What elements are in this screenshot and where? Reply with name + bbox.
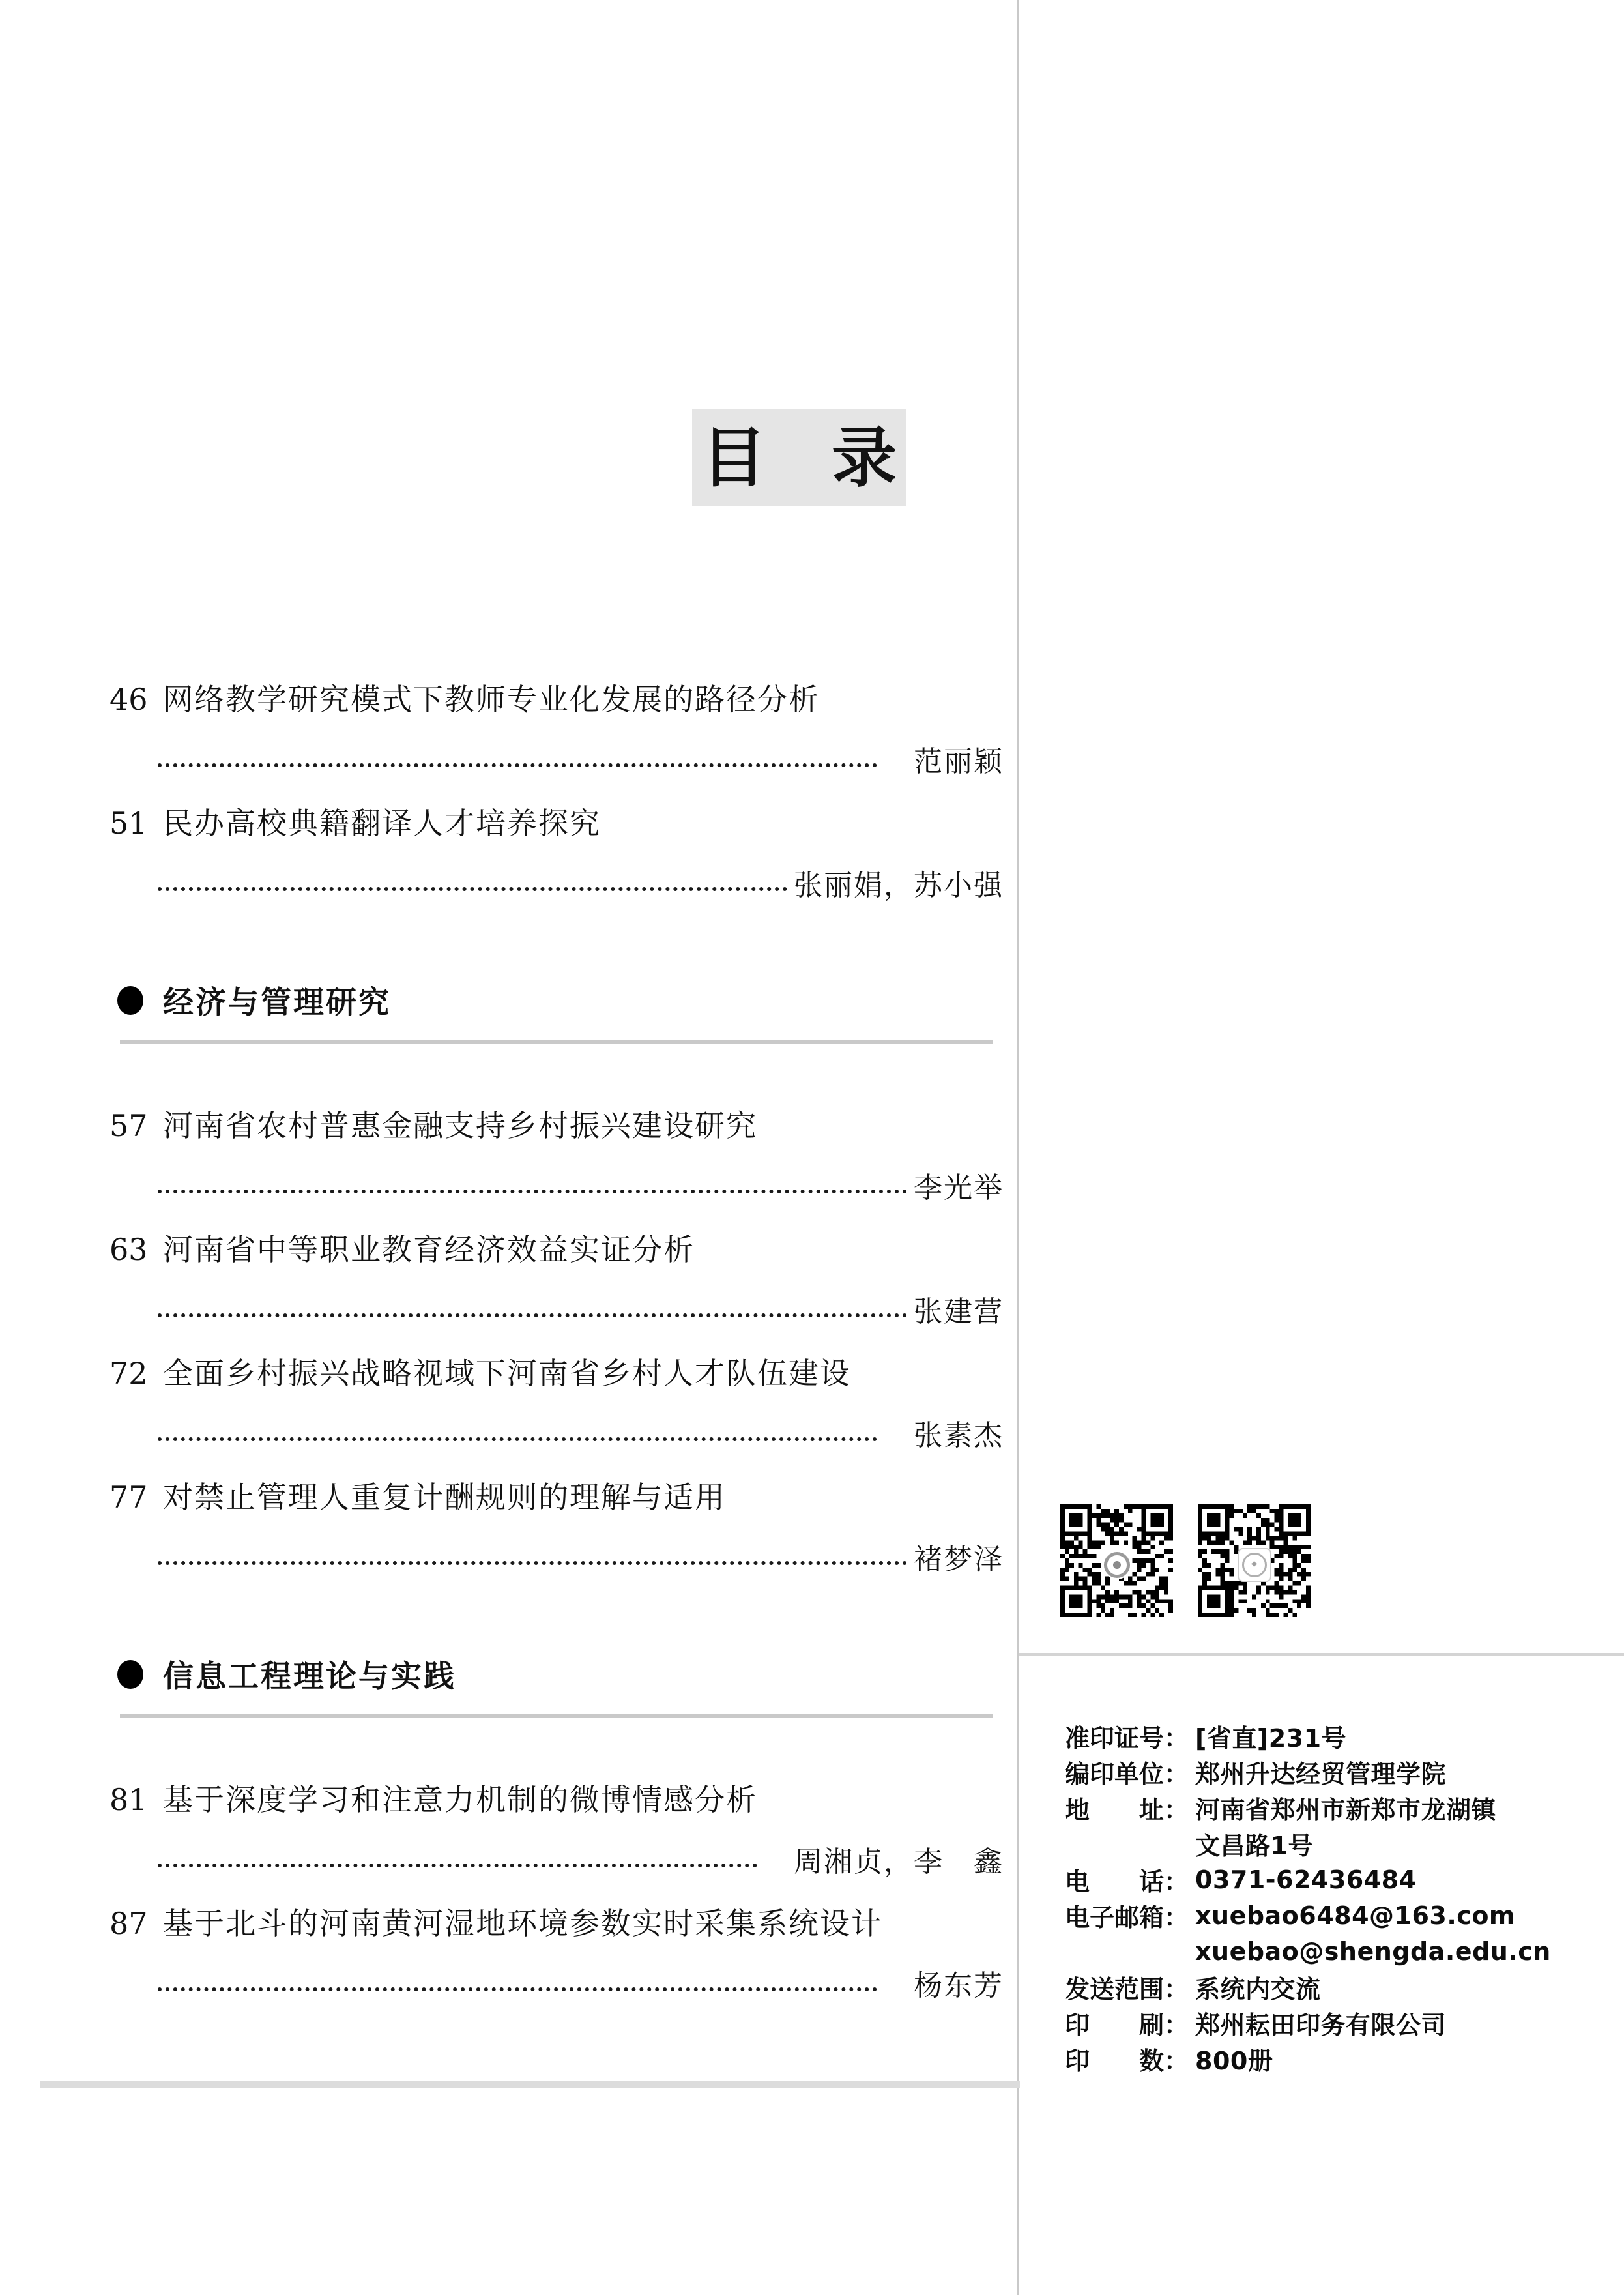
info-label: 准印证号： [1065,1724,1189,1753]
entry-title: 基于深度学习和注意力机制的微博情感分析 [163,1782,757,1818]
entry-page-number: 63 [109,1232,148,1268]
dotted-leader [158,887,787,891]
info-value: 郑州耘田印务有限公司 [1195,2011,1447,2039]
toc-title-box [692,409,906,506]
entry-title: 全面乡村振兴战略视域下河南省乡村人才队伍建设 [163,1356,851,1392]
info-value: xuebao@shengda.edu.cn [1195,1937,1551,1966]
section-title: 信息工程理论与实践 [163,1659,456,1695]
entry-authors: 周湘贞，李 鑫 [764,1845,1004,1879]
school-emblem-icon: ✦ [1238,1548,1271,1582]
dotted-leader [158,1561,907,1565]
toc-entry [109,1453,1004,1577]
info-value: 文昌路1号 [1195,1832,1313,1860]
entry-authors: 张丽娟，苏小强 [794,869,1004,903]
dotted-leader [158,1313,907,1317]
dotted-leader [158,1864,757,1867]
toc-entry [109,1081,1004,1205]
toc-list [109,655,1004,2003]
section-bullet-icon [117,1660,143,1689]
info-row [1065,1754,1612,1790]
entry-page-number: 77 [109,1480,148,1515]
toc-group [109,655,1004,903]
toc-entry [109,1879,1004,2003]
toc-entry [109,1205,1004,1329]
info-row [1065,1862,1612,1897]
section-title: 经济与管理研究 [163,985,391,1021]
school-qr-code [1198,1504,1311,1625]
entry-title: 对禁止管理人重复计酬规则的理解与适用 [163,1480,726,1515]
info-value: [省直]231号 [1195,1724,1347,1753]
info-label: 电 话： [1065,1867,1189,1896]
entry-page-number: 46 [109,682,148,718]
toc-entry [109,1755,1004,1879]
publication-info [1065,1718,1612,2077]
info-row [1065,1969,1612,2005]
weibo-qr-code [1060,1504,1173,1625]
info-label: 印 数： [1065,2047,1189,2075]
toc-entry [109,655,1004,779]
section-bullet-icon [117,986,143,1015]
entry-title: 河南省农村普惠金融支持乡村振兴建设研究 [163,1108,757,1144]
toc-group [109,1081,1004,1577]
footer-gray-bar [40,2081,1020,2088]
info-label: 发送范围： [1065,1975,1189,2004]
info-row-continuation [1065,1826,1612,1862]
dotted-leader [158,1987,877,1991]
info-label: 编印单位： [1065,1760,1189,1789]
dotted-leader [158,763,877,767]
info-value: 0371-62436484 [1195,1865,1417,1894]
info-label: 地 址： [1065,1796,1189,1824]
info-value: 郑州升达经贸管理学院 [1195,1760,1447,1789]
info-label: 印 刷： [1065,2011,1189,2039]
page-title: 目 录 [701,418,897,496]
weibo-icon [1103,1551,1131,1579]
toc-section [109,978,1004,1577]
toc-group [109,1755,1004,2003]
entry-authors: 李光举 [914,1171,1004,1205]
toc-entry [109,779,1004,903]
entry-page-number: 81 [109,1782,148,1818]
entry-authors: 张建营 [914,1295,1004,1329]
vertical-divider [1017,0,1019,2295]
info-row [1065,2005,1612,2041]
entry-title: 基于北斗的河南黄河湿地环境参数实时采集系统设计 [163,1906,882,1942]
info-value: 河南省郑州市新郑市龙湖镇 [1195,1796,1497,1824]
info-row [1065,1718,1612,1754]
toc-section [109,1652,1004,2003]
toc-entry [109,1329,1004,1453]
entry-page-number: 51 [109,806,148,841]
entry-title: 民办高校典籍翻译人才培养探究 [163,806,601,841]
entry-authors: 范丽颖 [884,745,1004,779]
section-underline [120,1040,993,1044]
dotted-leader [158,1437,877,1441]
entry-page-number: 87 [109,1906,148,1942]
sidebar-separator-line [1019,1653,1624,1656]
entry-page-number: 72 [109,1356,148,1392]
info-row [1065,1790,1612,1826]
info-label: 电子邮箱： [1065,1903,1189,1932]
info-value: 系统内交流 [1195,1975,1321,2004]
info-value: xuebao6484@163.com [1195,1901,1516,1930]
entry-authors: 褚梦泽 [914,1543,1004,1577]
info-row [1065,1897,1612,1933]
entry-title: 网络教学研究模式下教师专业化发展的路径分析 [163,682,820,718]
entry-title: 河南省中等职业教育经济效益实证分析 [163,1232,695,1268]
info-row [1065,2041,1612,2077]
entry-authors: 张素杰 [884,1419,1004,1453]
info-row-continuation [1065,1933,1612,1969]
entry-authors: 杨东芳 [884,1969,1004,2003]
entry-page-number: 57 [109,1108,148,1144]
dotted-leader [158,1190,907,1193]
info-value: 800册 [1195,2047,1273,2075]
section-underline [120,1714,993,1718]
